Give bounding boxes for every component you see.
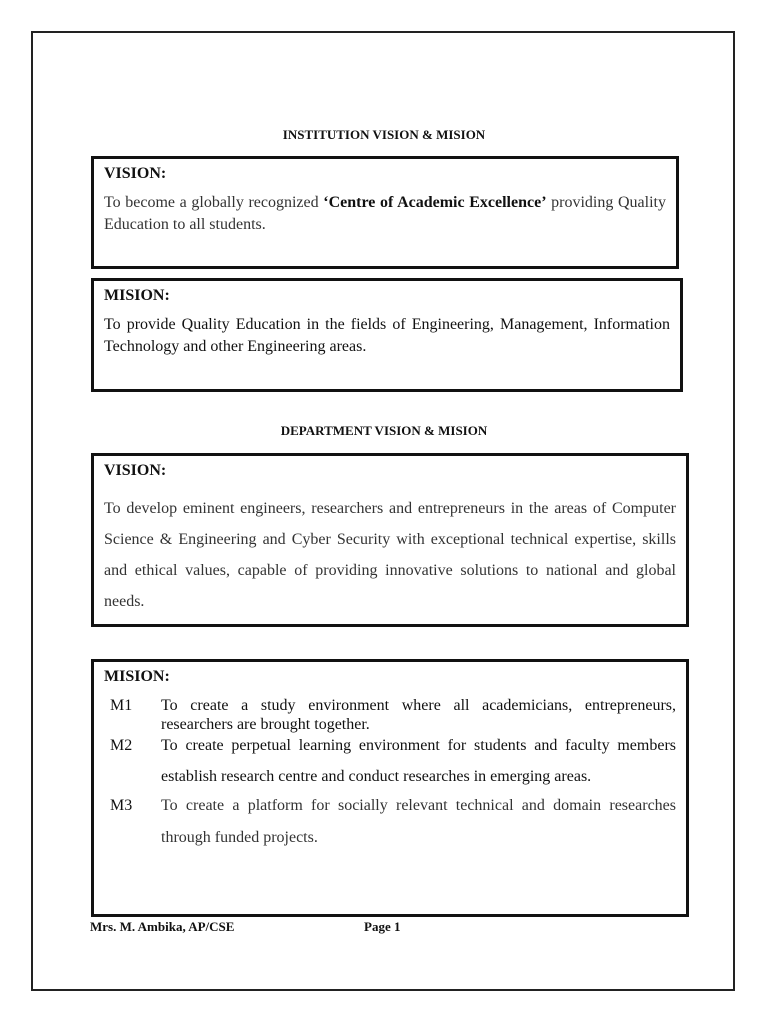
mission-item-text: To create perpetual learning environment for students and faculty members establish research centre and conduct researches in emerging areas. xyxy=(161,737,676,785)
mission-item-text: To create a study environment where all academicians, entrepreneurs, researchers are brought together. xyxy=(161,697,676,733)
institution-vision-box xyxy=(91,156,679,269)
department-vision-title: VISION: xyxy=(104,462,167,479)
mission-item-number: M3 xyxy=(110,797,133,814)
mission-item-text: To create a platform for socially relevant technical and domain researches through funded projects. xyxy=(161,797,676,846)
department-heading: DEPARTMENT VISION & MISION xyxy=(280,423,488,438)
mission-item-number: M1 xyxy=(110,697,133,714)
department-mission-box xyxy=(91,659,689,917)
institution-mission-title: MISION: xyxy=(104,287,170,304)
institution-mission-box xyxy=(91,278,683,392)
department-vision-box xyxy=(91,453,689,627)
institution-heading: INSTITUTION VISION & MISION xyxy=(282,127,486,142)
institution-vision-title: VISION: xyxy=(104,165,167,182)
footer-author: Mrs. M. Ambika, AP/CSE xyxy=(90,919,235,934)
department-mission-title: MISION: xyxy=(104,668,170,685)
mission-item-number: M2 xyxy=(110,737,133,754)
mission-item-m2 xyxy=(104,730,676,792)
institution-vision-highlight: ‘Centre of Academic Excellence’ xyxy=(323,194,547,211)
footer-page-number: Page 1 xyxy=(364,919,401,934)
institution-vision-text: To become a globally recognized ‘Centre of Academic Excellence’ providing Quality Education to all students. xyxy=(104,194,666,233)
mission-item-m3 xyxy=(104,790,676,854)
institution-mission-text: To provide Quality Education in the fields of Engineering, Management, Information Technology and other Engineering areas. xyxy=(104,316,670,355)
department-vision-text: To develop eminent engineers, researchers and entrepreneurs in the areas of Computer Science & Engineering and Cyber Security with exceptional technical expertise, skills and ethical values, capable of providing innovative solutions to national and global needs. xyxy=(104,500,676,610)
mission-item-m1 xyxy=(104,696,676,734)
